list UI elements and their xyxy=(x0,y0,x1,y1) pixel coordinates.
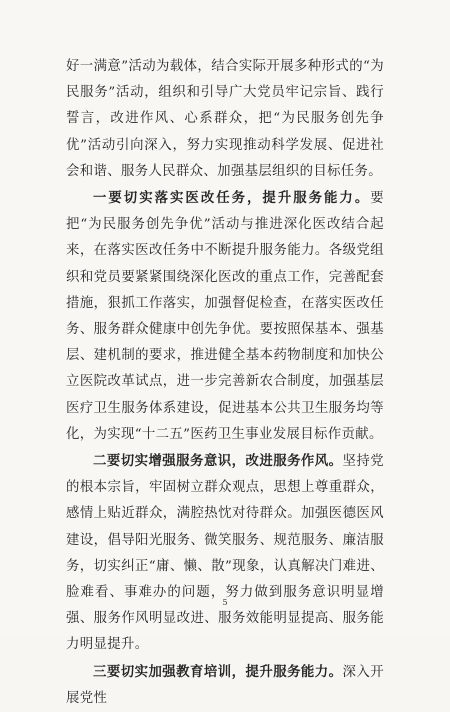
paragraph-text: 好一满意”活动为载体，结合实际开展多种形式的“为民服务”活动，组织和引导广大党员牢记宗旨、践行誓言，改进作风、心系群众，把“为民服务创先争优”活动引向深入，努力实现推动科学发展、促进社会和谐、服务人民群众、加强基层组织的目标任务。 xyxy=(66,59,384,179)
paragraph-heading: 一要切实落实医改任务，提升服务能力。 xyxy=(93,190,371,207)
paragraph-text: 要把“为民服务创先争优”活动与推进深化医改结合起来，在落实医改任务中不断提升服务能力。各级党组织和党员要紧紧围绕深化医改的重点工作，完善配套措施，狠抓工作落实，加强督促检查，在落实医改任务、服务群众健康中创先争优。要按照保基本、强基层、建机制的要求，推进健全基本药物制度和加快公立医院改革试点，进一步完善新农合制度，加强基层医疗卫生服务体系建设，促进基本公共卫生服务均等化，为实现“十二五”医药卫生事业发展目标作贡献。 xyxy=(66,191,384,442)
paragraph-text: 坚持党的根本宗旨，牢固树立群众观点，思想上尊重群众，感情上贴近群众，满腔热忱对待群众。加强医德医风建设，倡导阳光服务、微笑服务、规范服务、廉洁服务，切实纠正“庸、懒、散”现象，认真解决门难进、脸难看、事难办的问题，努力做到服务意识明显增强、服务作风明显改进、服务效能明显提高、服务能力明显提升。 xyxy=(66,454,384,653)
page-number: 5 xyxy=(222,598,228,607)
paragraph-service-awareness xyxy=(66,448,384,659)
paragraph-intro xyxy=(66,54,384,185)
paragraph-heading: 三要切实加强教育培训，提升服务能力。 xyxy=(93,663,343,680)
paragraph-text: 深入开展党性 xyxy=(66,664,384,706)
paragraph-heading: 二要切实增强服务意识，改进服务作风。 xyxy=(93,453,343,470)
paragraph-education-training xyxy=(66,659,384,712)
paragraph-medical-reform xyxy=(66,185,384,448)
body-text xyxy=(66,54,384,712)
